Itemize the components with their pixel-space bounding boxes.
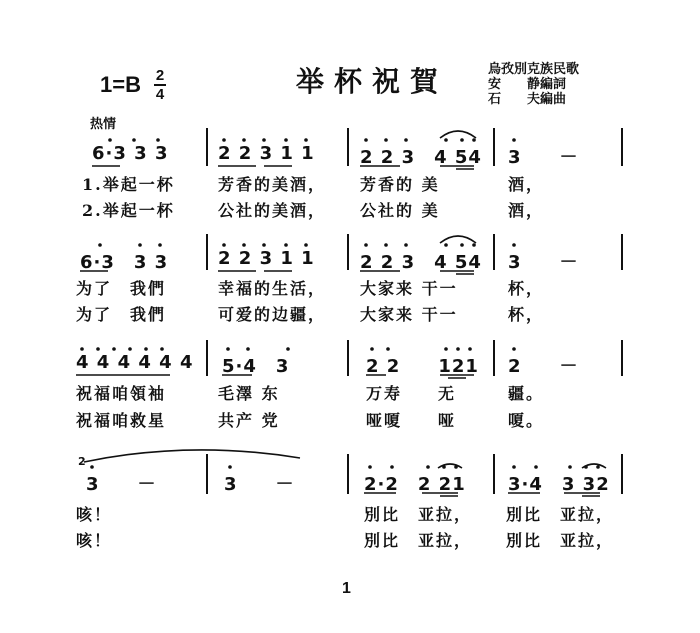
note-group: 3 － [224,474,295,495]
lyric: 別比 亚拉， [506,505,615,524]
tie-slur [438,464,462,468]
lyric: 別比 亚拉， [364,531,473,550]
song-title: 举杯祝賀 [296,65,449,98]
lyric: 別比 亚拉， [506,531,615,550]
lyric: 大家来 干一 [360,305,458,324]
lyric: 酒， [508,175,545,194]
note-group: 3 － [86,474,157,495]
credit-origin: 烏孜別克族民歌 [488,62,580,77]
lyric: 杯， [508,279,545,298]
lyric: 公社的美酒， [218,201,327,220]
lyric: 哑嗄 哑 [366,411,457,430]
octave-dots [80,138,600,469]
lyric: 2.举起一杯 [82,201,175,220]
tie-slur [440,236,476,243]
note-group: 2 2 3 1 1 [218,248,315,269]
note-group: 2 － [508,356,579,377]
key-signature: 1=B [100,72,141,97]
lyric: 別比 亚拉， [364,505,473,524]
grace-note: 2 [78,455,86,468]
lyric: 可爱的边疆， [218,305,327,324]
lyric: 咳！ [76,531,113,550]
lyric: 幸福的生活， [218,279,327,298]
lyric: 祝福咱救星 [76,411,167,430]
lyric: 共产 党 [218,411,280,430]
tie-slur [440,131,476,138]
lyric: 为了 我們 [76,279,167,298]
credit-lyricist: 安 静編詞 [488,77,567,92]
note-group: 2 2 3 4 54 [360,147,482,168]
lyric: 芳香的 美 [360,175,440,194]
lyric: 杯， [508,305,545,324]
note-group: 4 4 4 4 4 4 [76,352,194,373]
note-group: 3 － [508,252,579,273]
lyric: 大家来 干一 [360,279,458,298]
note-group: 2 2 3 4 54 [360,252,482,273]
lyric: 祝福咱領袖 [76,384,167,403]
tempo-marking: 热情 [90,117,117,132]
lyric: 万寿 无 [366,384,457,403]
page-number: 1 [342,580,351,597]
note-group: 6·3 3 3 [80,252,169,273]
lyric: 嗄。 [508,411,545,430]
note-group: 2·2 2 21 [364,474,466,495]
note-group: 3 － [508,147,579,168]
tie-slur [84,450,300,462]
lyric: 为了 我們 [76,305,167,324]
lyric: 公社的 美 [360,201,440,220]
time-signature-bottom: 4 [155,86,165,103]
note-group: 2 2 121 [366,356,479,377]
lyric: 芳香的美酒， [218,175,327,194]
lyric: 咳！ [76,505,113,524]
note-group: 5·4 3 [222,356,290,377]
lyric: 疆。 [508,384,545,403]
lyric: 酒， [508,201,545,220]
time-signature-top: 2 [155,67,165,84]
lyric: 1.举起一杯 [82,175,175,194]
note-group: 3·4 3 32 [508,474,610,495]
lyric: 毛澤 东 [218,384,280,403]
note-group: 2 2 3 1 1 [218,143,315,164]
credit-arranger: 石 夫編曲 [488,92,567,107]
note-group: 6·3 3 3 [92,143,169,164]
